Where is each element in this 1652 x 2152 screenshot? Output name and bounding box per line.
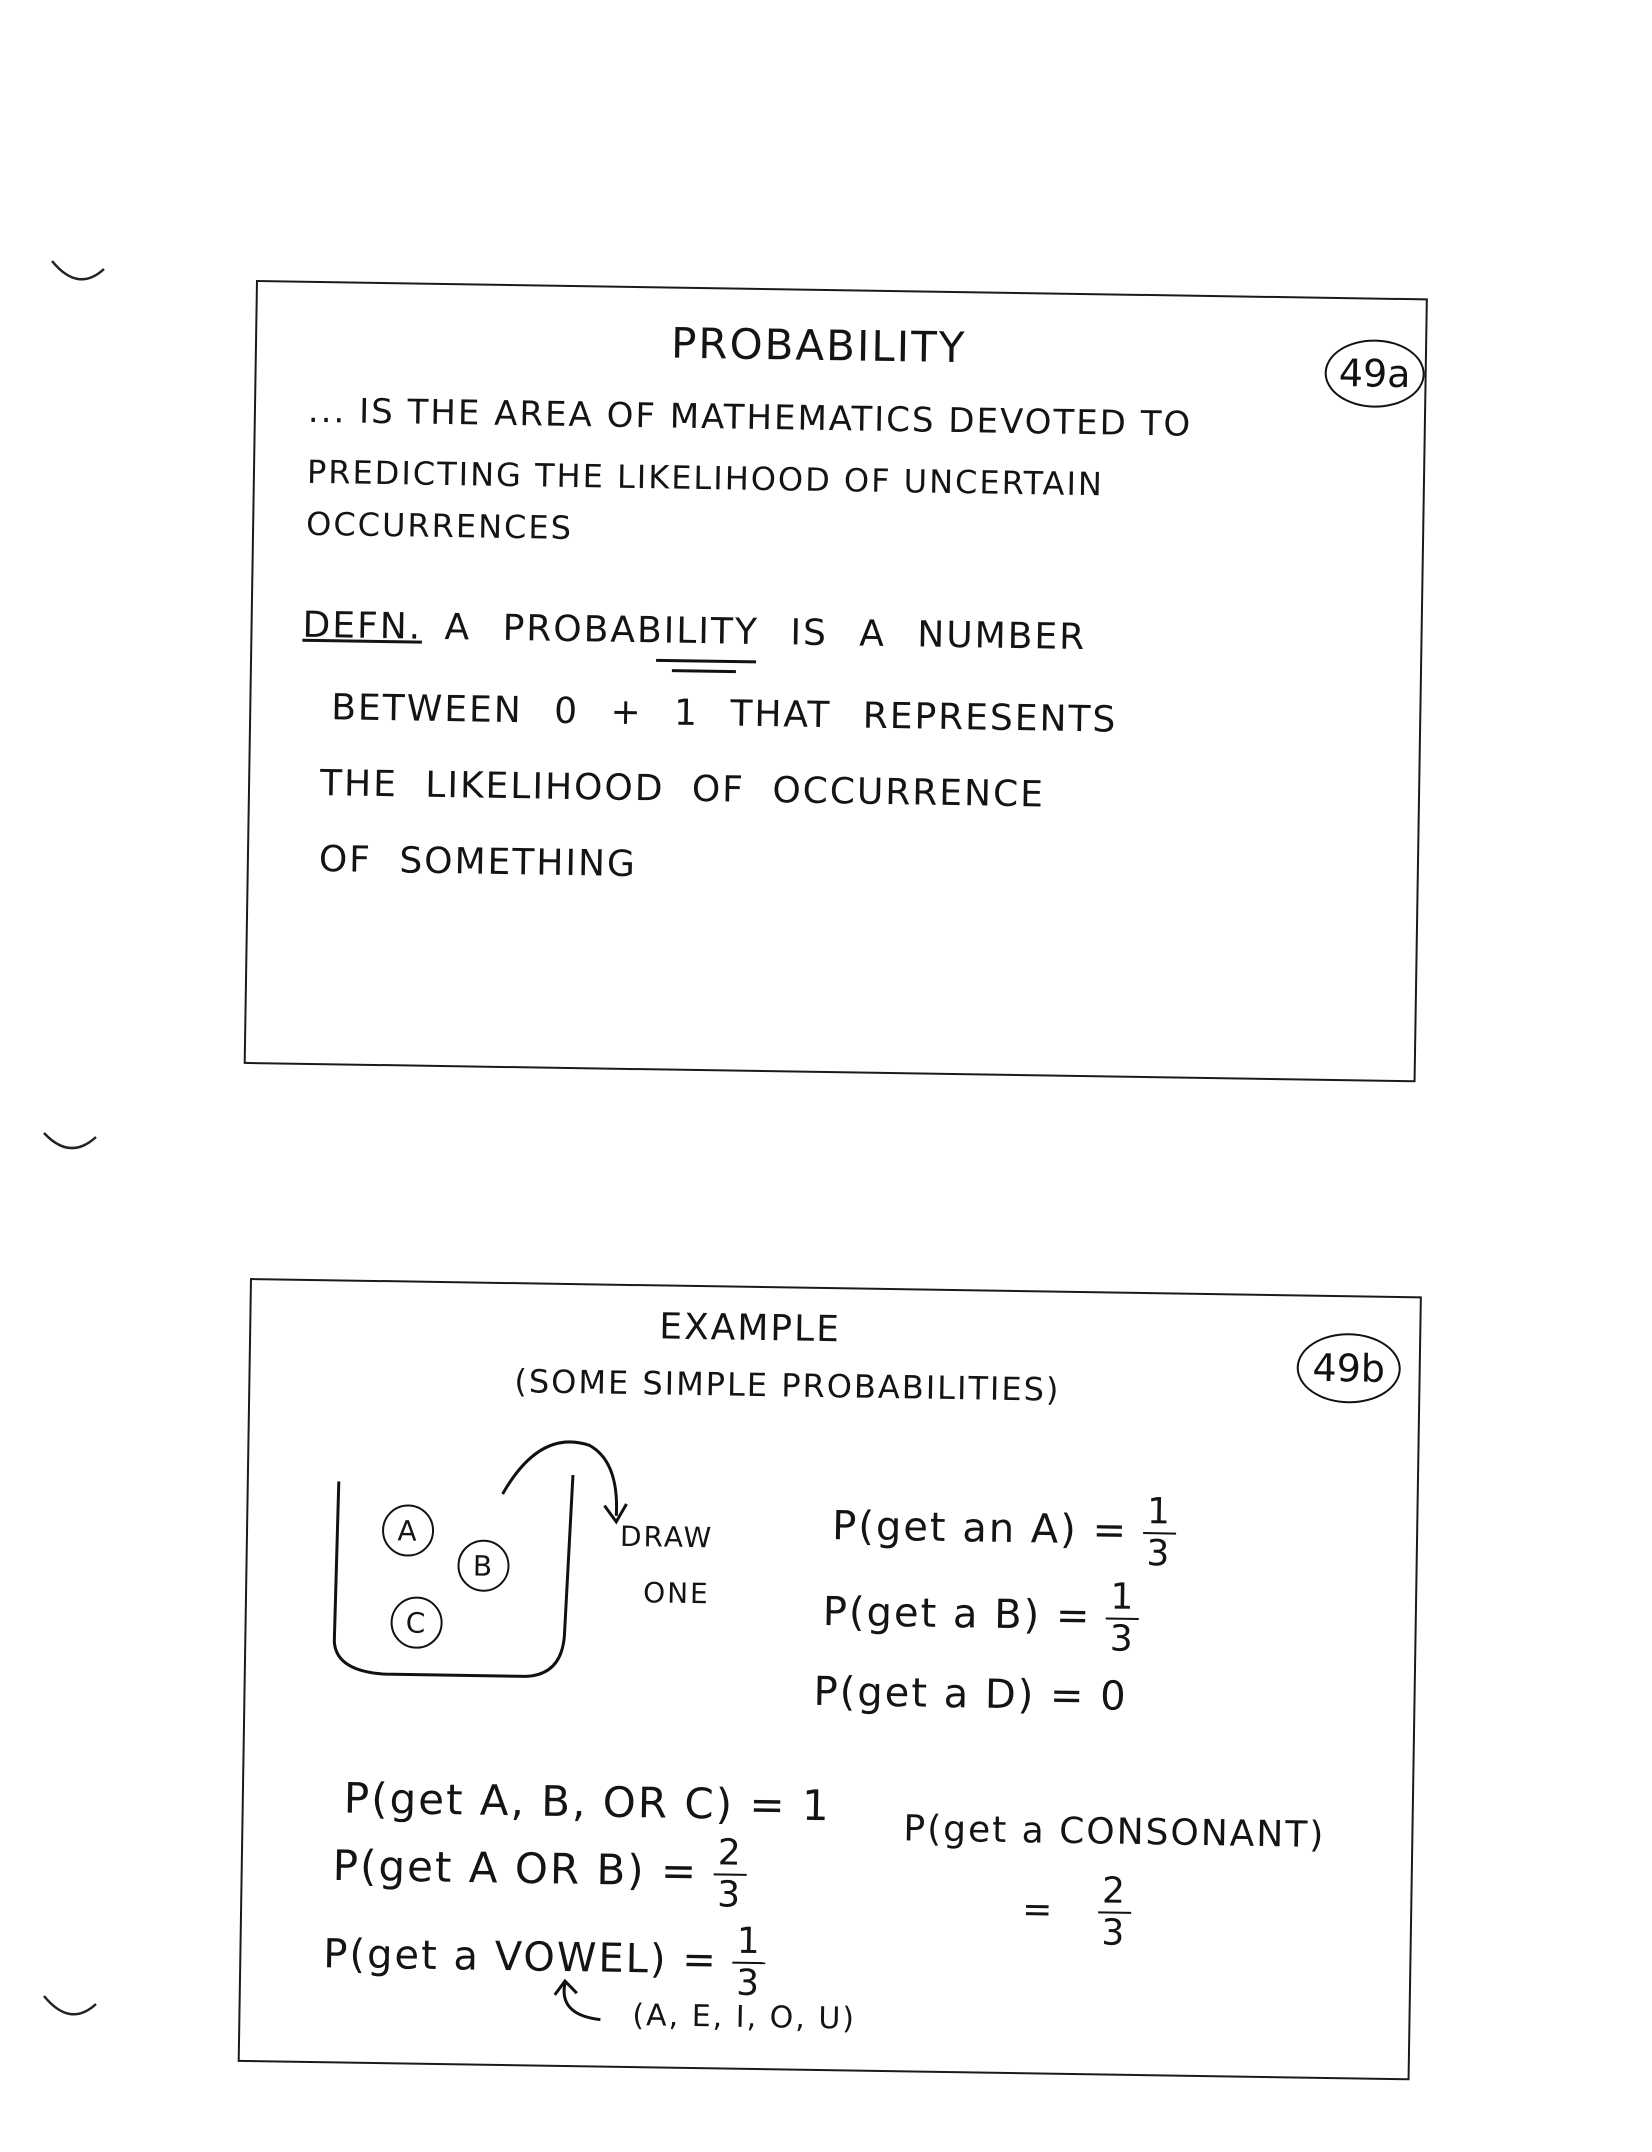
card-b-badge: 49b xyxy=(1296,1332,1401,1404)
card-49a xyxy=(244,280,1428,1082)
eq-get-a-fraction xyxy=(1142,1491,1176,1575)
defn-line-4: OF SOMETHING xyxy=(318,839,638,886)
card-a-badge: 49a xyxy=(1324,339,1425,409)
eq-get-vowel-den: 3 xyxy=(735,1962,762,2005)
eq-get-vowel xyxy=(323,1917,766,2005)
urn-ball-b: B xyxy=(457,1539,510,1592)
eq-get-a-or-b-lhs: P(get A OR B) = xyxy=(332,1840,699,1896)
card-49b xyxy=(238,1278,1422,2080)
eq-get-a-or-b-num: 2 xyxy=(713,1835,747,1876)
eq-get-a-num: 1 xyxy=(1143,1494,1177,1535)
eq-consonant-den: 3 xyxy=(1101,1912,1127,1954)
eq-get-vowel-fraction xyxy=(732,1920,766,2005)
eq-consonant-equals: = xyxy=(1021,1889,1055,1931)
eq-get-b-den: 3 xyxy=(1109,1618,1136,1660)
eq-consonant-lhs: P(get a CONSONANT) xyxy=(903,1808,1326,1856)
binder-hole-mark-top xyxy=(48,255,108,295)
eq-get-b-fraction xyxy=(1106,1576,1140,1660)
binder-hole-mark-bottom xyxy=(40,1990,100,2030)
card-a-title: PROBABILITY xyxy=(670,318,967,373)
card-b-title: EXAMPLE xyxy=(658,1306,842,1351)
eq-get-a xyxy=(831,1489,1177,1575)
eq-get-a-or-b xyxy=(332,1829,747,1916)
intro-line-2: PREDICTING THE LIKELIHOOD OF UNCERTAIN xyxy=(306,452,1105,504)
eq-get-a-lhs: P(get an A) = xyxy=(831,1503,1129,1554)
draw-label-2: ONE xyxy=(642,1576,711,1611)
urn-ball-c: C xyxy=(390,1596,443,1649)
draw-label-1: DRAW xyxy=(619,1519,714,1555)
eq-consonant-fraction xyxy=(1097,1870,1131,1954)
defn-line-2: BETWEEN 0 + 1 THAT REPRESENTS xyxy=(330,687,1118,741)
eq-consonant-rhs xyxy=(1022,1872,1132,1952)
eq-get-abc: P(get A, B, OR C) = 1 xyxy=(343,1773,832,1831)
vowels-note: (A, E, I, O, U) xyxy=(632,1998,857,2037)
intro-line-3: OCCURRENCES xyxy=(305,504,574,548)
underline-probability xyxy=(652,656,762,678)
eq-get-vowel-lhs: P(get a VOWEL) = xyxy=(323,1931,719,1984)
eq-get-a-den: 3 xyxy=(1146,1533,1172,1575)
eq-get-a-or-b-den: 3 xyxy=(716,1874,743,1916)
defn-label: DEFN. xyxy=(302,604,423,648)
urn-ball-a: A xyxy=(382,1504,435,1557)
defn-line-3: THE LIKELIHOOD OF OCCURRENCE xyxy=(319,763,1046,816)
vowel-arrow xyxy=(550,1975,611,2036)
intro-line-1: ... IS THE AREA OF MATHEMATICS DEVOTED TO xyxy=(307,390,1193,445)
eq-get-a-or-b-fraction xyxy=(713,1832,747,1916)
eq-get-b-num: 1 xyxy=(1106,1579,1140,1620)
binder-hole-mark-middle xyxy=(40,1125,100,1165)
eq-get-b xyxy=(822,1575,1139,1658)
eq-get-d: P(get a D) = 0 xyxy=(813,1668,1129,1720)
eq-get-b-lhs: P(get a B) = xyxy=(822,1589,1092,1640)
eq-consonant-num: 2 xyxy=(1098,1873,1132,1914)
defn-line-1: A PROBABILITY IS A NUMBER xyxy=(444,607,1087,659)
eq-get-vowel-num: 1 xyxy=(732,1924,766,1965)
card-b-subtitle: (SOME SIMPLE PROBABILITIES) xyxy=(514,1362,1061,1409)
